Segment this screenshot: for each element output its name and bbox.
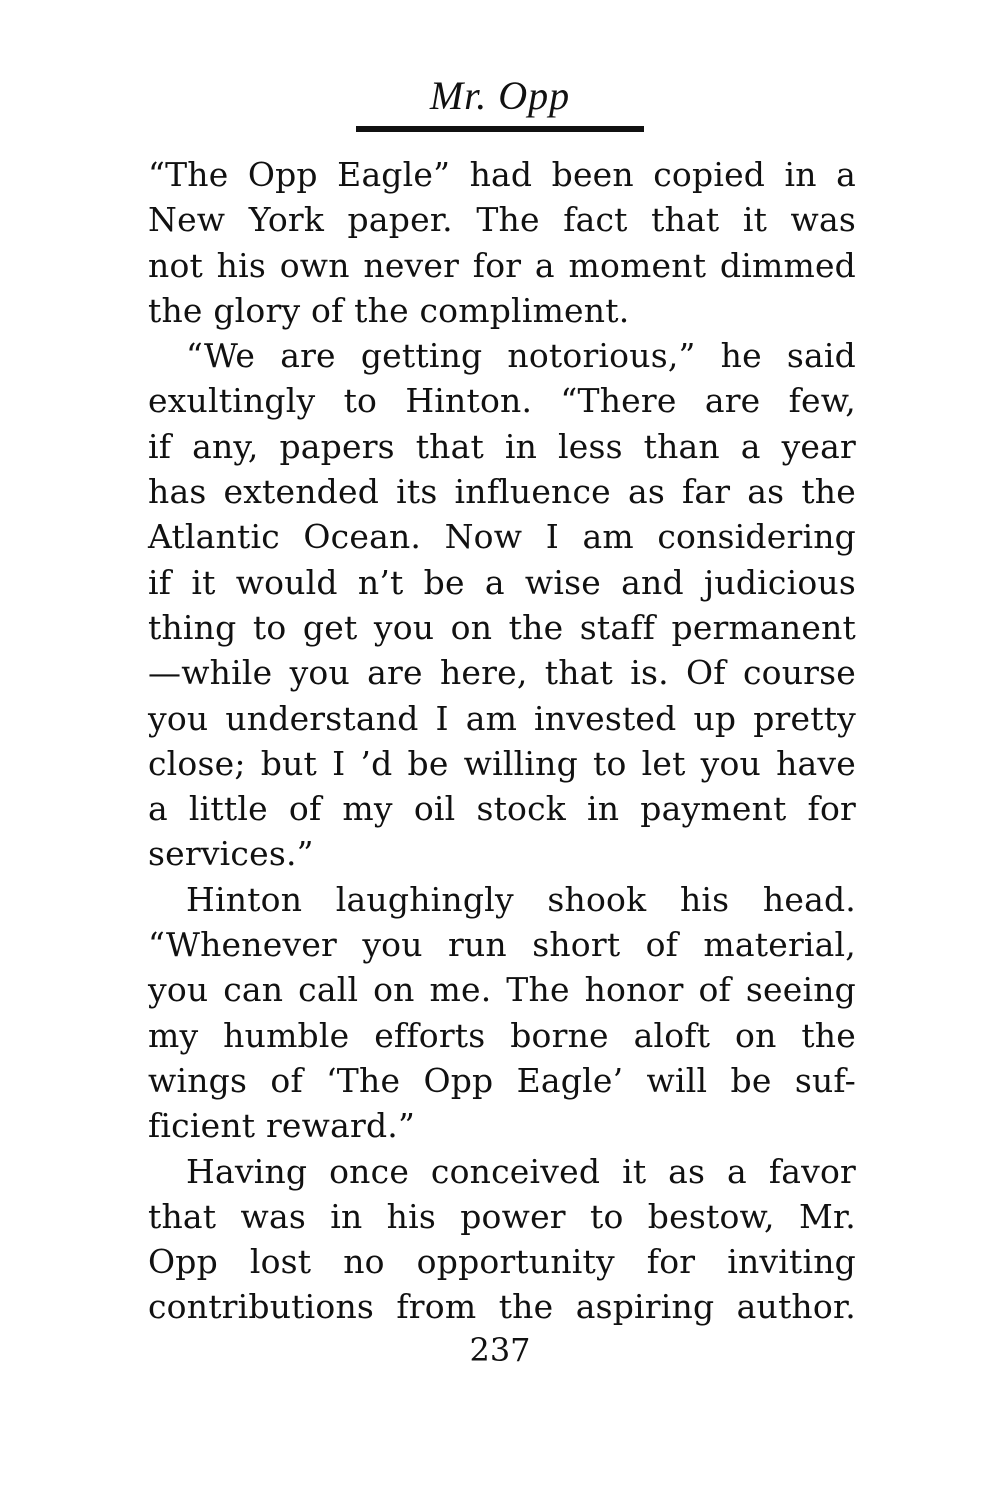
text-line: the glory of the compliment. [148, 290, 630, 330]
body-text [148, 152, 856, 1330]
text-line: not his own never for a moment dimmed [148, 245, 856, 285]
text-line: close; but I ’d be willing to let you have [148, 743, 856, 783]
text-line: exultingly to Hinton. “There are few, [148, 381, 856, 421]
text-line: New York paper. The fact that it was [148, 200, 856, 240]
text-line: contributions from the aspiring author. [148, 1287, 856, 1327]
text-line: you can call on me. The honor of seeing [148, 970, 856, 1010]
text-line: “Whenever you run short of material, [148, 925, 856, 965]
text-line: you understand I am invested up pretty [148, 698, 856, 738]
running-head-title: Mr. Opp [429, 73, 571, 118]
text-line: has extended its influence as far as the [148, 472, 856, 512]
text-line: if any, papers that in less than a year [148, 426, 856, 466]
text-line: ficient reward.” [148, 1106, 416, 1146]
text-line: my humble efforts borne aloft on the [148, 1015, 856, 1055]
text-line: Atlantic Ocean. Now I am considering [148, 517, 856, 557]
text-line: a little of my oil stock in payment for [148, 789, 856, 829]
text-line: wings of ‘The Opp Eagle’ will be suf- [148, 1060, 856, 1100]
text-line: —while you are here, that is. Of course [148, 653, 856, 693]
text-line: thing to get you on the staff permanent [148, 607, 856, 647]
text-line: “The Opp Eagle” had been copied in a [148, 155, 856, 194]
text-line: “We are getting notorious,” he said [186, 336, 856, 376]
text-line: if it would n’t be a wise and judicious [148, 562, 856, 602]
text-line: services.” [148, 834, 314, 874]
header-rule [356, 126, 644, 132]
page-number: 237 [469, 1331, 531, 1369]
text-line: Hinton laughingly shook his head. [186, 879, 856, 919]
text-line: Opp lost no opportunity for inviting [148, 1242, 856, 1282]
text-line: Having once conceived it as a favor [186, 1151, 856, 1191]
text-line: that was in his power to bestow, Mr. [148, 1196, 856, 1236]
